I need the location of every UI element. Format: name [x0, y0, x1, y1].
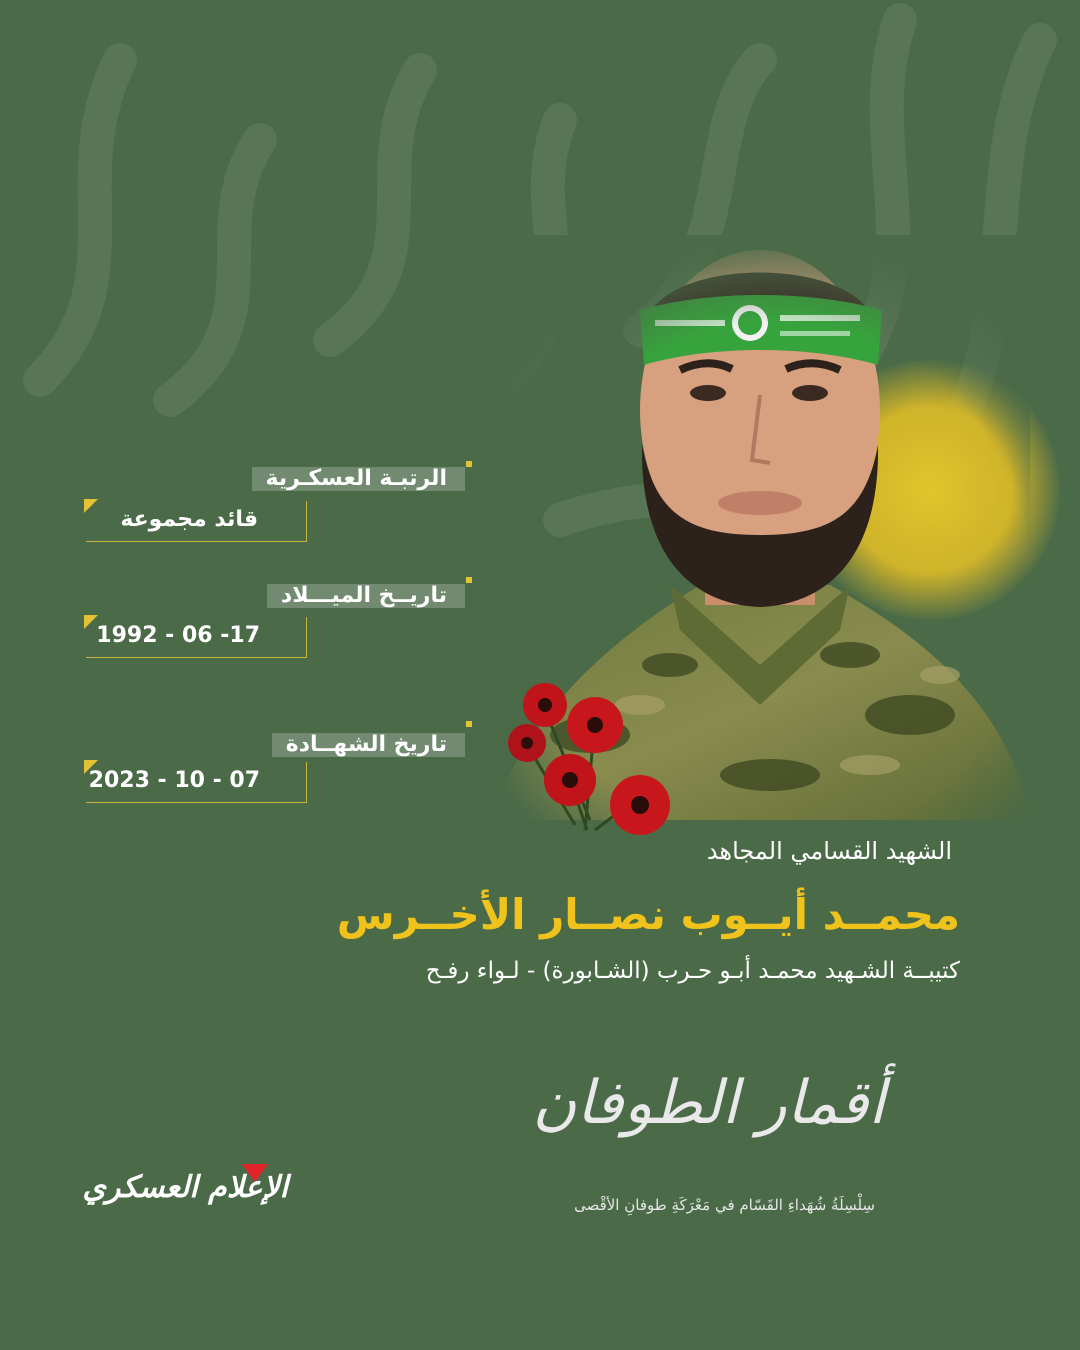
series-title: أقمار الطوفان — [532, 1068, 885, 1138]
martyr-name: محمــد أيــوب نصــار الأخــرس — [336, 890, 960, 939]
label-marker-icon — [466, 721, 472, 727]
field-value-martyrdom-date: 2023 - 10 - 07 — [88, 768, 260, 793]
poppy-flowers-icon — [495, 680, 695, 840]
field-box-martyrdom-date — [86, 762, 307, 803]
label-marker-icon — [466, 461, 472, 467]
martyr-unit: كتيبــة الشـهيد محمـد أبـو حـرب (الشـابورة) - لـواء رفـح — [425, 958, 960, 984]
field-box-birthdate — [86, 617, 307, 658]
field-box-rank — [86, 501, 307, 542]
corner-marker-icon — [84, 499, 98, 513]
field-value-birthdate: 1992 - 06 -17 — [96, 623, 260, 648]
field-label-rank: الرتبـة العسكـرية — [252, 467, 465, 491]
series-subtitle: سِلْسِلَةُ شُهَداءِ القَسّام في مَعْرَكَةِ طوفانِ الأقْصى — [574, 1196, 875, 1214]
label-marker-icon — [466, 577, 472, 583]
media-logo-text: الإعلام العسكري — [82, 1170, 288, 1205]
field-value-rank: قائد مجموعة — [120, 507, 258, 532]
martyr-subtitle: الشهيد القسامي المجاهد — [706, 837, 952, 865]
field-label-martyrdom-date: تاريخ الشهــادة — [272, 733, 465, 757]
field-label-birthdate: تاريــخ الميـــلاد — [267, 584, 465, 608]
